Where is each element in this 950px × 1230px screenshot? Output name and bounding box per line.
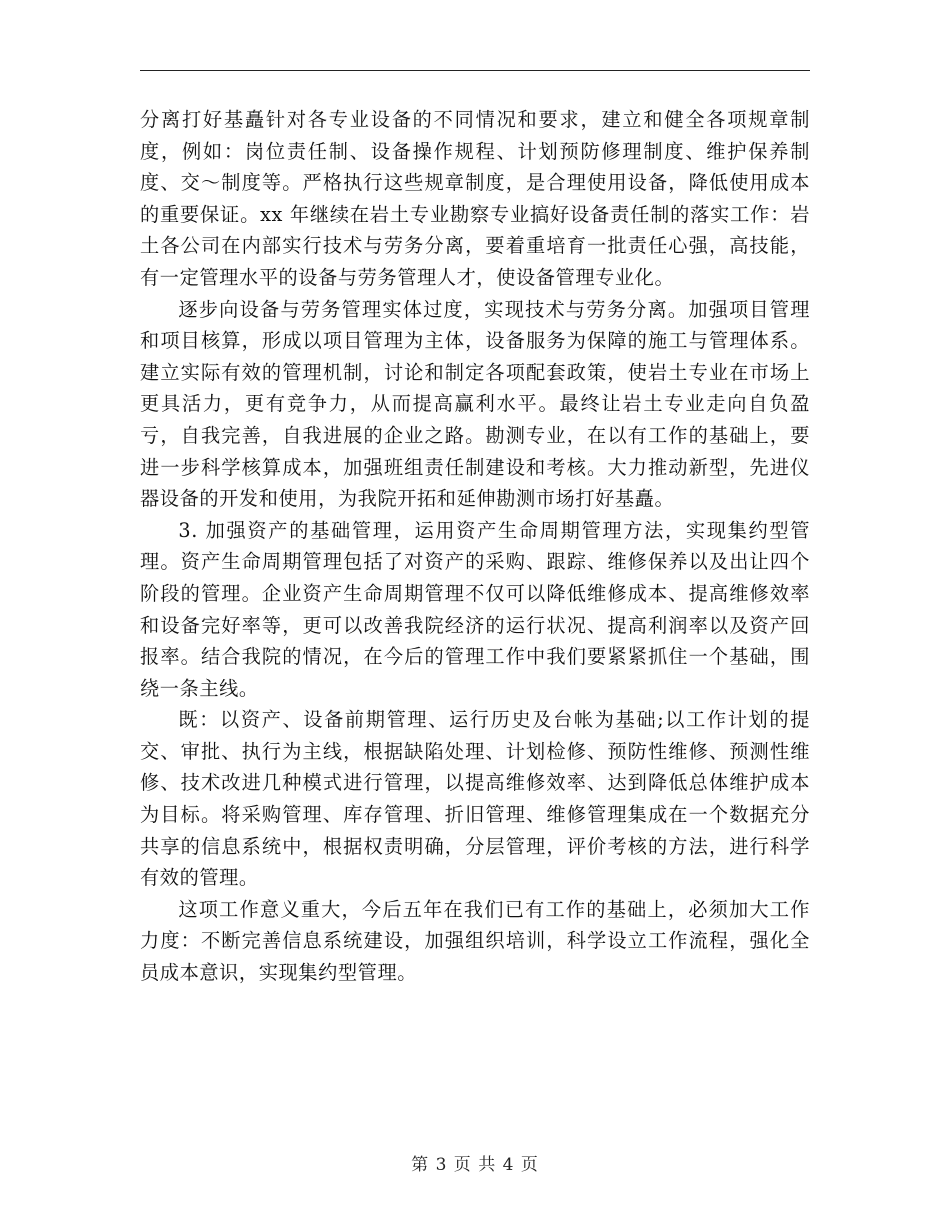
paragraph-1: 分离打好基矗针对各专业设备的不同情况和要求，建立和健全各项规章制度，例如：岗位责任制、设备操作规程、计划预防修理制度、维护保养制度、交～制度等。严格执行这些规章制度，是合理使用设备，降低使用成本的重要保证。xx 年继续在岩土专业勘察专业搞好设备责任制的落实工作：岩土各公司在内部实行技术与劳务分离，要着重培育一批责任心强，高技能，有一定管理水平的设备与劳务管理人才，使设备管理专业化。 [140, 108, 810, 289]
paragraph-2: 逐步向设备与劳务管理实体过度，实现技术与劳务分离。加强项目管理和项目核算，形成以项目管理为主体，设备服务为保障的施工与管理体系。建立实际有效的管理机制，讨论和制定各项配套政策，使岩土专业在市场上更具活力，更有竞争力，从而提高赢利水平。最终让岩土专业走向自负盈亏，自我完善，自我进展的企业之路。勘测专业，在以有工作的基础上，要进一步科学核算成本，加强班组责任制建设和考核。大力推动新型，先进仪器设备的开发和使用，为我院开拓和延伸勘测市场打好基矗。 [140, 297, 810, 511]
page-footer: 第 3 页 共 4 页 [411, 1155, 539, 1175]
paragraph-5: 这项工作意义重大，今后五年在我们已有工作的基础上，必须加大工作力度：不断完善信息系统建设，加强组织培训，科学设立工作流程，强化全员成本意识，实现集约型管理。 [140, 897, 810, 985]
paragraph-3: 3. 加强资产的基础管理，运用资产生命周期管理方法，实现集约型管理。资产生命周期管理包括了对资产的采购、跟踪、维修保养以及出让四个阶段的管理。企业资产生命周期管理不仅可以降低维修成本、提高维修效率和设备完好率等，更可以改善我院经济的运行状况、提高利润率以及资产回报率。结合我院的情况，在今后的管理工作中我们要紧紧抓住一个基础，围绕一条主线。 [140, 518, 810, 700]
header-rule [140, 70, 810, 71]
paragraph-4: 既：以资产、设备前期管理、运行历史及台帐为基础;以工作计划的提交、审批、执行为主线，根据缺陷处理、计划检修、预防性维修、预测性维修、技术改进几种模式进行管理，以提高维修效率、达到降低总体维护成本为目标。将采购管理、库存管理、折旧管理、维修管理集成在一个数据充分共享的信息系统中，根据权责明确，分层管理，评价考核的方法，进行科学有效的管理。 [140, 708, 810, 890]
document-body [140, 104, 810, 989]
